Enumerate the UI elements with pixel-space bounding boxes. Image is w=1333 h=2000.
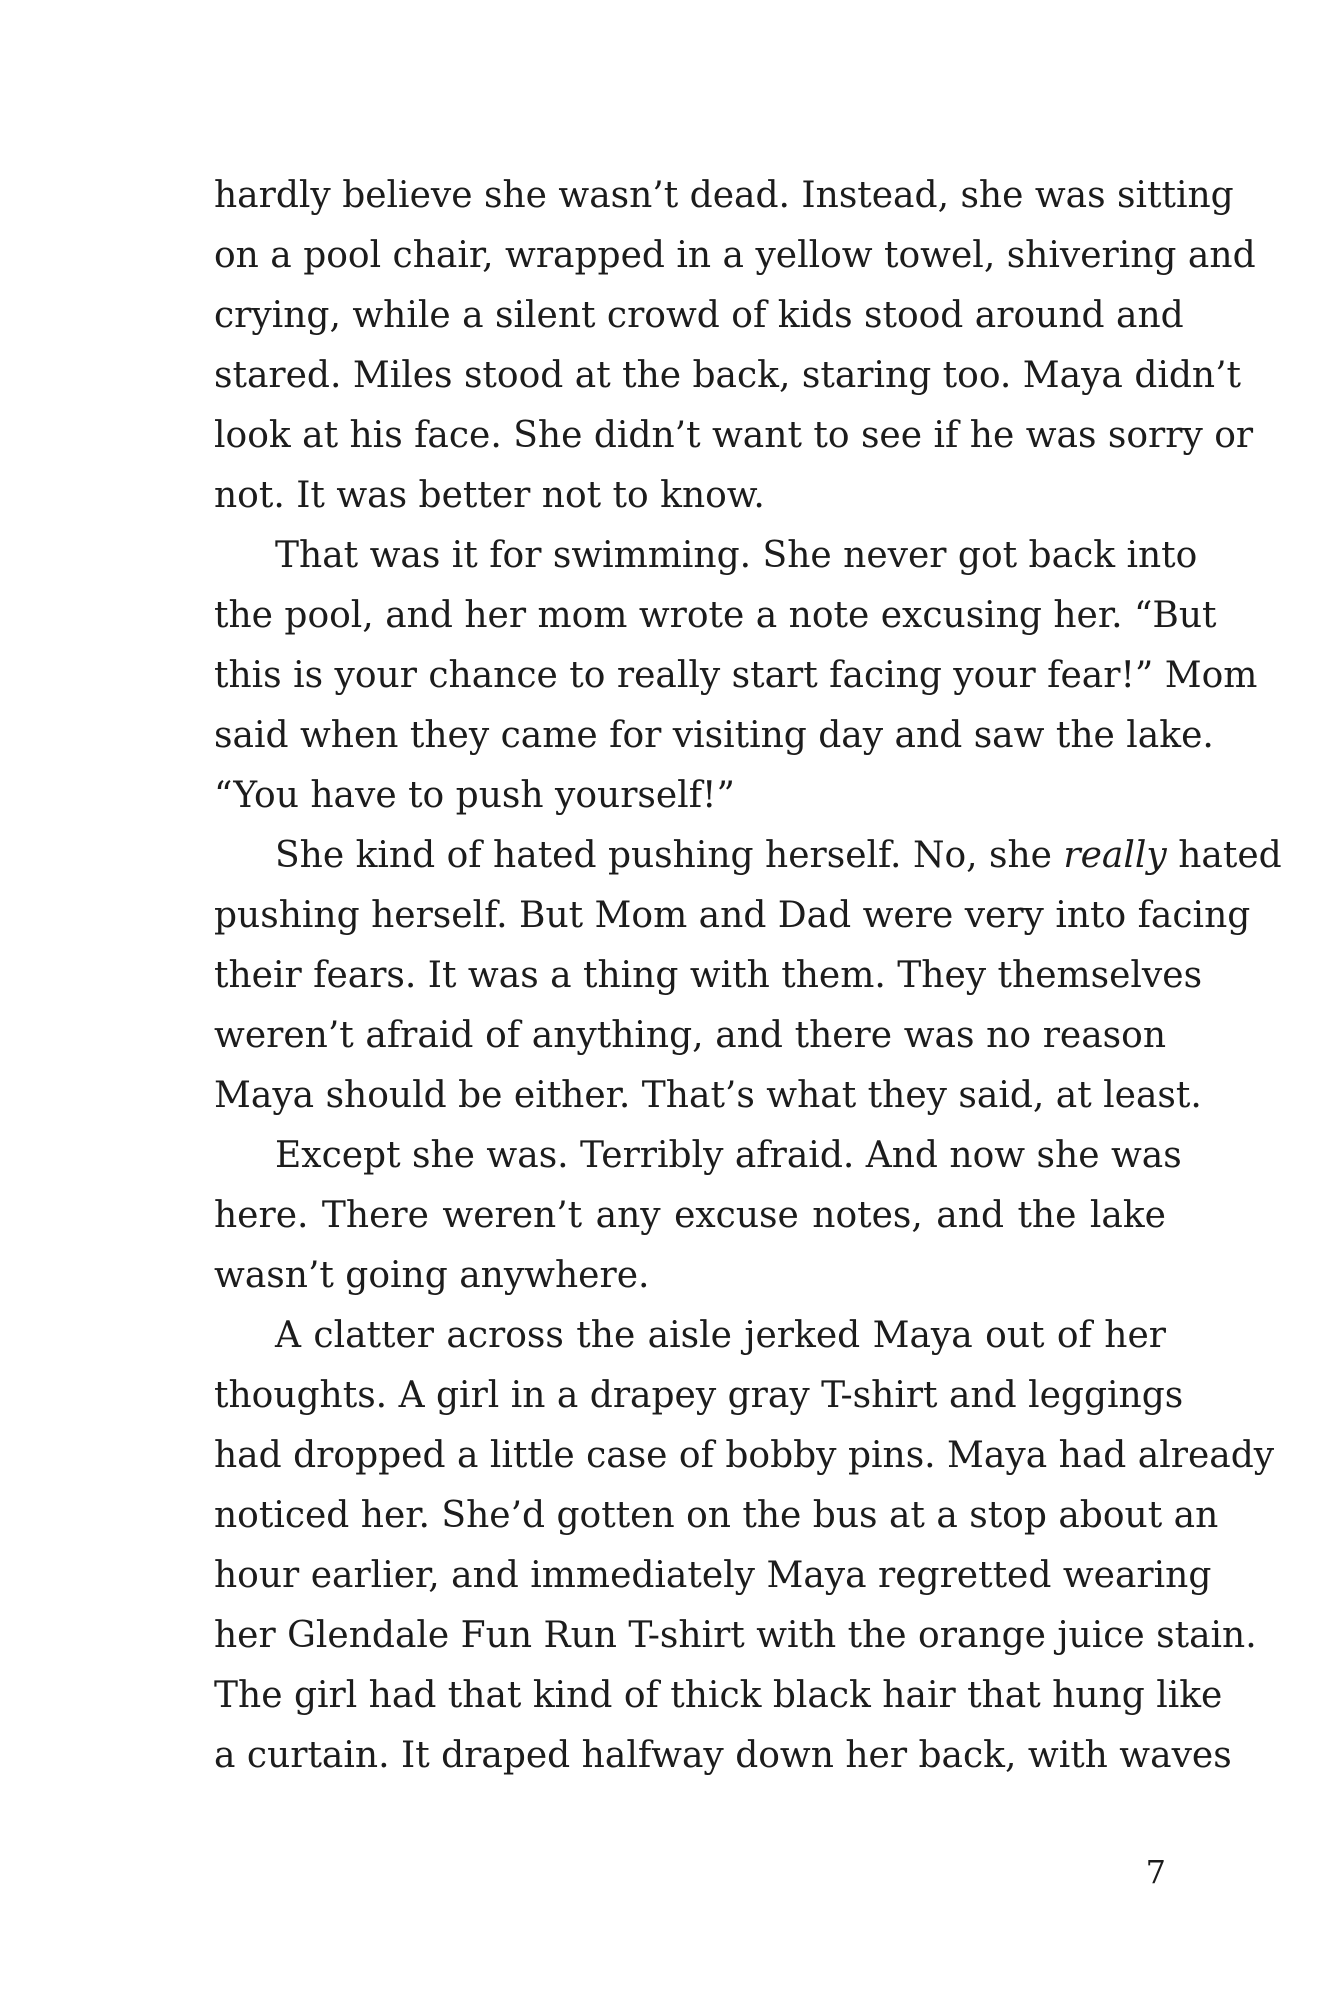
- text-line: wasn’t going anywhere.: [214, 1255, 650, 1296]
- text-line: A clatter across the aisle jerked Maya out of her: [275, 1315, 1166, 1356]
- text-line: said when they came for visiting day and saw the lake.: [214, 715, 1214, 756]
- text-line: the pool, and her mom wrote a note excusing her. “But: [214, 595, 1217, 636]
- text-line: here. There weren’t any excuse notes, and the lake: [214, 1195, 1166, 1236]
- text-line: pushing herself. But Mom and Dad were very into facing: [214, 895, 1251, 936]
- text-line: That was it for swimming. She never got back into: [275, 535, 1198, 576]
- text-line: noticed her. She’d gotten on the bus at a stop about an: [214, 1495, 1219, 1536]
- text-line: had dropped a little case of bobby pins. Maya had already: [214, 1435, 1275, 1476]
- text-segment: hated: [1166, 835, 1282, 876]
- text-line: on a pool chair, wrapped in a yellow towel, shivering and: [214, 235, 1256, 276]
- text-line: look at his face. She didn’t want to see if he was sorry or: [214, 415, 1254, 456]
- text-line: “You have to push yourself!”: [214, 775, 735, 816]
- text-line: thoughts. A girl in a drapey gray T-shirt and leggings: [214, 1375, 1184, 1416]
- text-line: The girl had that kind of thick black hair that hung like: [214, 1675, 1223, 1716]
- text-line: hour earlier, and immediately Maya regretted wearing: [214, 1555, 1212, 1596]
- text-line: this is your chance to really start facing your fear!” Mom: [214, 655, 1258, 696]
- text-line: hardly believe she wasn’t dead. Instead, she was sitting: [214, 175, 1234, 216]
- text-line: [214, 826, 1282, 886]
- text-line: weren’t afraid of anything, and there was no reason: [214, 1015, 1166, 1056]
- italic-text: really: [1063, 835, 1167, 876]
- text-line: Except she was. Terribly afraid. And now she was: [275, 1135, 1182, 1176]
- text-segment: She kind of hated pushing herself. No, she: [275, 835, 1064, 876]
- text-line: Maya should be either. That’s what they said, at least.: [214, 1075, 1202, 1116]
- text-line: their fears. It was a thing with them. They themselves: [214, 955, 1203, 996]
- page-number: 7: [1145, 1853, 1166, 1891]
- text-line: crying, while a silent crowd of kids stood around and: [214, 295, 1184, 336]
- text-line: a curtain. It draped halfway down her back, with waves: [214, 1735, 1232, 1776]
- body-text: [214, 166, 1282, 1786]
- text-line: stared. Miles stood at the back, staring too. Maya didn’t: [214, 355, 1242, 396]
- text-line: not. It was better not to know.: [214, 475, 765, 516]
- text-line: her Glendale Fun Run T-shirt with the orange juice stain.: [214, 1615, 1257, 1656]
